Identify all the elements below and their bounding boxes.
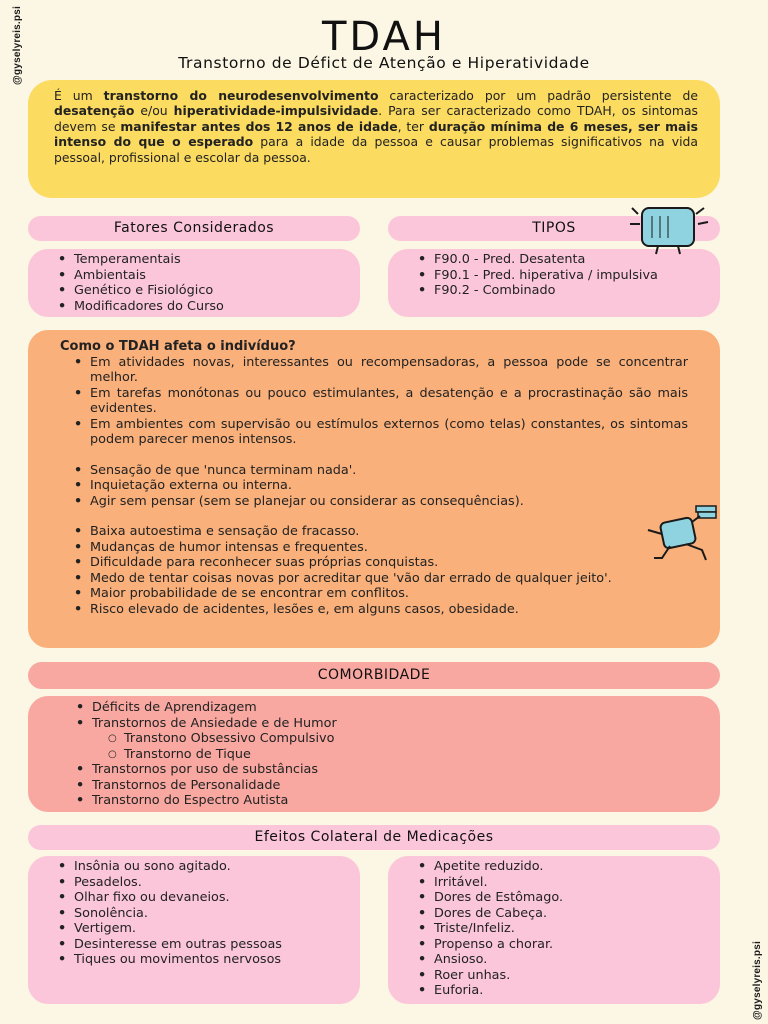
intro-segment: e/ou	[134, 103, 174, 119]
side-effects-left-box	[28, 856, 360, 1004]
side-effect-item: • Roer unhas.	[418, 968, 704, 984]
side-effect-item: • Olhar fixo ou devaneios.	[58, 890, 344, 906]
types-list	[418, 252, 702, 299]
effect-item: • Risco elevado de acidentes, lesões e, em alguns casos, obesidade.	[74, 602, 688, 618]
factor-item: • Genético e Fisiológico	[58, 283, 360, 299]
effect-item: • Baixa autoestima e sensação de fracasso.	[74, 524, 688, 540]
side-effect-item: • Apetite reduzido.	[418, 859, 704, 875]
comorbidity-subitem: ○ Transtorno de Tique	[108, 747, 720, 763]
side-effects-right-box	[388, 856, 720, 1004]
comorbidity-header	[28, 662, 720, 689]
type-item: • F90.2 - Combinado	[418, 283, 702, 299]
effect-item: • Agir sem pensar (sem se planejar ou considerar as consequências).	[74, 494, 688, 510]
side-effect-item: • Propenso a chorar.	[418, 937, 704, 953]
intro-segment: para a idade da pessoa e causar problemas significativos na vida pessoal, profissional e escolar da pessoa.	[54, 134, 698, 165]
factor-item: • Modificadores do Curso	[58, 299, 360, 315]
side-effects-header	[28, 825, 720, 850]
effects-box	[28, 330, 720, 648]
side-effects-right-list	[418, 859, 704, 999]
author-handle-top: @gyselyreis.psi	[11, 6, 23, 85]
intro-segment: desatenção	[54, 103, 135, 119]
comorbidity-box	[28, 696, 720, 812]
comorbidity-item: • Déficits de Aprendizagem	[76, 700, 720, 716]
factors-title: Fatores Considerados	[113, 220, 275, 236]
types-box	[388, 249, 720, 317]
comorbidity-title: COMORBIDADE	[317, 667, 431, 683]
side-effect-item: • Pesadelos.	[58, 875, 344, 891]
factor-item: • Ambientais	[58, 268, 360, 284]
intro-segment: caracterizado por um padrão persistente de	[378, 88, 698, 103]
side-effect-item: • Dores de Cabeça.	[418, 906, 704, 922]
stressed-character-icon	[628, 202, 710, 256]
factor-item: • Temperamentais	[58, 252, 360, 268]
side-effect-item: • Triste/Infeliz.	[418, 921, 704, 937]
side-effect-item: • Desinteresse em outras pessoas	[58, 937, 344, 953]
page-title: TDAH	[322, 14, 446, 60]
page-subtitle: Transtorno de Défict de Atenção e Hiperatividade	[178, 54, 590, 72]
side-effect-item: • Irritável.	[418, 875, 704, 891]
effect-item: • Em ambientes com supervisão ou estímulos externos (como telas) constantes, os sintomas podem parecer menos intensos.	[74, 417, 688, 448]
side-effect-item: • Euforia.	[418, 983, 704, 999]
author-handle-bottom: @gyselyreis.psi	[751, 941, 763, 1020]
effect-item: • Sensação de que 'nunca terminam nada'.	[74, 463, 688, 479]
type-item: • F90.0 - Pred. Desatenta	[418, 252, 702, 268]
type-item: • F90.1 - Pred. hiperativa / impulsiva	[418, 268, 702, 284]
side-effect-item: • Vertigem.	[58, 921, 344, 937]
effect-item: • Medo de tentar coisas novas por acreditar que 'vão dar errado de qualquer jeito'.	[74, 571, 688, 587]
side-effects-left-list	[58, 859, 344, 968]
side-effect-item: • Sonolência.	[58, 906, 344, 922]
intro-segment: transtorno do neurodesenvolvimento	[103, 88, 379, 103]
comorbidity-item: • Transtornos de Personalidade	[76, 778, 720, 794]
effect-item: • Dificuldade para reconhecer suas próprias conquistas.	[74, 555, 688, 571]
intro-segment: duração mínima de 6 meses, ser mais intenso do que o esperado	[54, 118, 698, 150]
effect-item: • Em atividades novas, interessantes ou recompensadoras, a pessoa pode se concentrar melhor.	[74, 355, 688, 386]
side-effect-item: • Tiques ou movimentos nervosos	[58, 952, 344, 968]
comorbidity-list	[76, 700, 720, 809]
factors-box	[28, 249, 360, 317]
comorbidity-item: • Transtorno do Espectro Autista	[76, 793, 720, 809]
effect-item: • Inquietação externa ou interna.	[74, 478, 688, 494]
comorbidity-subitem: ○ Transtono Obsessivo Compulsivo	[108, 731, 720, 747]
side-effect-item: • Ansioso.	[418, 952, 704, 968]
side-effect-item: • Dores de Estômago.	[418, 890, 704, 906]
intro-segment: hiperatividade-impulsividade	[173, 103, 379, 119]
intro-box	[28, 80, 720, 198]
running-character-icon	[640, 500, 726, 564]
comorbidity-item: • Transtornos por uso de substâncias	[76, 762, 720, 778]
effects-list-3	[74, 524, 688, 617]
effects-question: Como o TDAH afeta o indivíduo?	[60, 339, 296, 354]
intro-segment: É um	[54, 88, 104, 103]
types-title: TIPOS	[532, 220, 576, 236]
intro-segment: . Para ser caracterizado como TDAH, os sintomas devem se	[54, 103, 699, 134]
intro-text	[54, 88, 698, 165]
factors-list	[58, 252, 360, 314]
intro-segment: manifestar antes dos 12 anos de idade	[120, 118, 398, 134]
effects-list-2	[74, 463, 688, 510]
side-effect-item: • Insônia ou sono agitado.	[58, 859, 344, 875]
intro-segment: , ter	[397, 118, 429, 134]
effect-item: • Em tarefas monótonas ou pouco estimulantes, a desatenção e a procrastinação são mais evidentes.	[74, 386, 688, 417]
effect-item: • Mudanças de humor intensas e frequentes.	[74, 540, 688, 556]
factors-header	[28, 216, 360, 241]
effects-list-1	[74, 355, 688, 448]
comorbidity-item: • Transtornos de Ansiedade e de Humor	[76, 716, 720, 732]
side-effects-title: Efeitos Colateral de Medicações	[254, 829, 494, 845]
effect-item: • Maior probabilidade de se encontrar em conflitos.	[74, 586, 688, 602]
